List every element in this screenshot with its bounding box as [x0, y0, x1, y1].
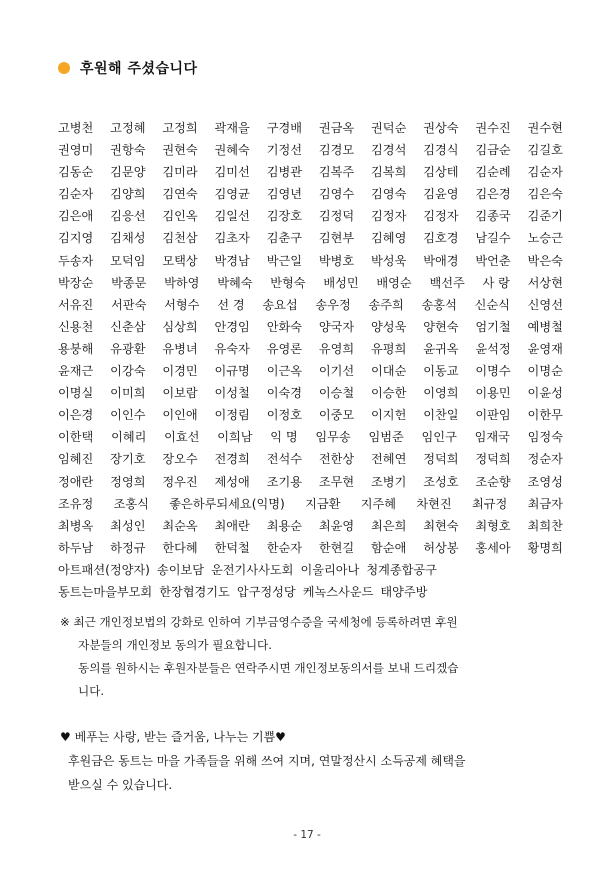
donor-row [58, 471, 563, 493]
donor-name: 김경석 [371, 143, 407, 158]
donor-name: 선 경 [217, 297, 245, 312]
donor-name: 홍세아 [475, 540, 511, 555]
notice-line-1: ※ 최근 개인정보법의 강화로 인하여 기부금영수증을 국세청에 등록하려면 후원 [60, 615, 458, 629]
donor-name: 하두남 [58, 540, 94, 555]
donor-row [58, 360, 563, 382]
donor-name: 전혜연 [371, 452, 407, 467]
donor-name: 김순자 [58, 187, 94, 202]
donor-name: 최성인 [110, 518, 146, 533]
donor-row [58, 227, 563, 249]
donor-name: 최규정 [471, 496, 508, 511]
donor-name: 유영희 [318, 341, 355, 356]
donor-name: 고병천 [58, 121, 94, 135]
donor-name: 장오수 [162, 452, 198, 467]
donor-name: 예병철 [527, 319, 563, 334]
donor-name: 이찬일 [423, 408, 459, 423]
donor-name: 김복희 [371, 165, 407, 180]
donor-name: 김정자 [371, 209, 407, 224]
donor-name: 한순자 [266, 540, 303, 555]
donor-name: 김상테 [423, 165, 459, 180]
donor-name: 이정호 [266, 408, 303, 423]
donor-name: 권영미 [58, 143, 94, 158]
donor-name: 박혜숙 [217, 275, 253, 290]
donor-name: 김순례 [475, 165, 511, 180]
donor-name: 제성애 [214, 474, 250, 489]
donor-name: 이한무 [527, 408, 563, 423]
donor-name: 백선주 [429, 275, 465, 290]
donor-name: 유영론 [266, 341, 303, 356]
donor-name: 권덕순 [371, 121, 407, 135]
donor-name: 남길수 [475, 231, 511, 246]
donor-name: 익 명 [270, 430, 298, 445]
donor-name: 이명실 [58, 386, 94, 401]
donor-name: 김정덕 [318, 209, 355, 224]
donor-name: 김경모 [318, 143, 355, 158]
closing-line-1: 후원금은 동트는 마을 가족들을 위해 쓰여 지며, 연말정산시 소득공제 혜택을 [68, 754, 466, 768]
donor-name: 용붕해 [58, 341, 94, 356]
donor-name: 이경민 [162, 364, 198, 379]
donor-name: 이용민 [475, 386, 511, 401]
donor-name: 이규명 [214, 364, 250, 379]
donor-name: 한현길 [318, 540, 355, 555]
donor-row [58, 272, 563, 294]
organization-name: 케녹스사운드 [302, 584, 374, 599]
donor-name: 이한택 [58, 430, 94, 445]
reference-mark: ※ [60, 615, 70, 629]
donor-name: 노승근 [527, 231, 563, 246]
organization-name: 한장협경기도 [159, 584, 230, 599]
donor-row [58, 426, 563, 448]
donor-name: 권현숙 [162, 143, 198, 158]
motto-line: ♥ 베푸는 사랑, 받는 즐거움, 나누는 기쁨♥ [60, 730, 286, 744]
donor-name-list [58, 117, 563, 603]
notice-line-2: 자분들의 개인정보 동의가 필요합니다. [78, 638, 272, 652]
donor-name: 배성민 [323, 275, 359, 290]
donor-name: 유평희 [371, 341, 407, 356]
donor-name: 전경희 [214, 452, 250, 467]
donor-row [58, 139, 563, 161]
donor-name: 김은애 [58, 209, 94, 224]
organization-name: 태양주방 [380, 584, 428, 599]
donor-name: 하정규 [110, 540, 146, 555]
donor-name: 김일선 [214, 209, 250, 224]
donor-name: 김종국 [475, 209, 511, 224]
organization-row [58, 559, 563, 581]
donor-name: 김영년 [266, 187, 303, 202]
donor-name: 임무송 [315, 430, 351, 445]
donor-name: 권금옥 [318, 121, 355, 135]
organization-name: 아트패션(정양자) [58, 562, 150, 577]
donor-row [58, 250, 563, 272]
section-title: 후원해 주셨습니다 [80, 61, 198, 77]
donor-name: 서형수 [164, 297, 200, 312]
donor-name: 정덕희 [475, 452, 511, 467]
donor-name: 박은숙 [527, 253, 563, 268]
donor-name: 최윤영 [318, 518, 355, 533]
donor-name: 차현진 [416, 496, 452, 511]
donor-row [58, 205, 563, 227]
donor-name: 황명희 [527, 540, 563, 555]
donor-name: 안경임 [214, 319, 250, 334]
donor-name: 김호경 [423, 231, 459, 246]
organization-row [58, 581, 563, 603]
donor-name: 김정자 [423, 209, 459, 224]
donor-name: 이지헌 [371, 408, 407, 423]
donor-name: 심상희 [162, 319, 198, 334]
donor-name: 이명순 [527, 364, 563, 379]
donor-name: 유병녀 [162, 341, 198, 356]
donor-name: 송요섭 [262, 297, 298, 312]
donor-name: 조병기 [371, 474, 407, 489]
donor-name: 김응선 [110, 209, 146, 224]
donor-name: 윤석정 [475, 341, 511, 356]
donor-name: 임정숙 [527, 430, 563, 445]
donor-name: 김금순 [475, 143, 511, 158]
donor-name: 정덕희 [423, 452, 459, 467]
donor-name: 엄기철 [475, 319, 511, 334]
donor-name: 김양희 [110, 187, 146, 202]
donor-name: 송주희 [368, 297, 404, 312]
donor-name: 지주혜 [360, 496, 397, 511]
donor-row [58, 537, 563, 559]
donor-name: 이승철 [318, 386, 355, 401]
orange-bullet-icon [58, 62, 70, 74]
donor-name: 임혜진 [58, 452, 94, 467]
donor-name: 장기호 [110, 452, 146, 467]
notice-line-3: 동의를 원하시는 후원자분들은 연락주시면 개인정보동의서를 보내 드리겠습 [78, 661, 459, 675]
donor-name: 최용순 [266, 518, 303, 533]
donor-name: 전석수 [266, 452, 303, 467]
donor-name: 김은숙 [527, 187, 563, 202]
donor-name: 양성욱 [371, 319, 407, 334]
donor-name: 이인수 [110, 408, 146, 423]
donor-name: 최순옥 [162, 518, 198, 533]
donor-name: 이희남 [217, 430, 253, 445]
donor-name: 구경배 [266, 121, 303, 135]
donor-name: 송홍석 [421, 297, 457, 312]
donor-name: 양국자 [318, 319, 355, 334]
donor-name: 기정선 [266, 143, 303, 158]
donor-name: 조무현 [318, 474, 355, 489]
donor-name: 신춘삼 [110, 319, 146, 334]
donor-name: 김춘구 [266, 231, 303, 246]
notice-line-4: 니다. [78, 684, 105, 698]
organization-name: 압구정성당 [236, 584, 296, 599]
donor-name: 신영선 [527, 297, 563, 312]
donor-name: 이인애 [162, 408, 198, 423]
donor-name: 한다혜 [162, 540, 198, 555]
donor-name: 박하영 [164, 275, 200, 290]
donor-name: 이성철 [214, 386, 250, 401]
donor-row [58, 338, 563, 360]
donor-name: 김미라 [162, 165, 198, 180]
donor-name: 조홍식 [113, 496, 149, 511]
donor-name: 최은희 [371, 518, 407, 533]
donor-name: 박종문 [111, 275, 147, 290]
donor-name: 이명수 [475, 364, 511, 379]
donor-name: 김문양 [110, 165, 146, 180]
donor-name: 최금자 [527, 496, 563, 511]
donor-name: 윤재근 [58, 364, 94, 379]
page-number: - 17 - [293, 829, 321, 841]
donor-name: 신순식 [474, 297, 510, 312]
donor-name: 김채성 [110, 231, 146, 246]
donor-name: 임인구 [421, 430, 457, 445]
donor-name: 이동교 [423, 364, 459, 379]
donor-row [58, 448, 563, 470]
donor-name: 박장순 [58, 275, 94, 290]
donor-name: 김준기 [527, 209, 563, 224]
donor-name: 김복주 [318, 165, 355, 180]
donor-name: 임재국 [474, 430, 510, 445]
donor-name: 권상숙 [423, 121, 459, 135]
donor-name: 배영순 [376, 275, 412, 290]
donor-name: 최병옥 [58, 518, 94, 533]
donor-name: 사 랑 [482, 275, 510, 290]
donor-row [58, 294, 563, 316]
donor-name: 한덕철 [214, 540, 250, 555]
donor-name: 신용천 [58, 319, 94, 334]
donor-name: 조성호 [423, 474, 459, 489]
donor-name: 이정림 [214, 408, 250, 423]
organization-name: 청계종합공구 [366, 562, 437, 577]
donor-name: 윤영재 [527, 341, 563, 356]
donor-name: 김순자 [527, 165, 563, 180]
donor-name: 모택상 [162, 253, 198, 268]
donor-row [58, 183, 563, 205]
donor-name: 이판임 [475, 408, 511, 423]
donor-name: 조유정 [58, 496, 94, 511]
donor-name: 이숙경 [266, 386, 303, 401]
donor-row [58, 493, 563, 515]
donor-name: 고정혜 [110, 121, 146, 135]
donor-name: 유숙자 [214, 341, 250, 356]
donor-name: 유광환 [110, 341, 146, 356]
organization-name: 동트는마을부모회 [58, 584, 153, 599]
donor-name: 권혜숙 [214, 143, 250, 158]
donor-name: 곽재을 [214, 121, 250, 135]
organization-name: 운전기사사도회 [211, 562, 294, 577]
closing-message [60, 725, 565, 797]
donor-name: 박근일 [266, 253, 303, 268]
donor-name: 이보람 [162, 386, 198, 401]
donor-name: 정애란 [58, 474, 94, 489]
donor-name: 이윤성 [527, 386, 563, 401]
donor-name: 조순향 [475, 474, 511, 489]
donor-name: 김초자 [214, 231, 250, 246]
donor-name: 이강숙 [110, 364, 146, 379]
donor-name: 정영희 [110, 474, 146, 489]
donor-name: 김윤영 [423, 187, 459, 202]
donor-name: 조기용 [266, 474, 303, 489]
donor-row [58, 382, 563, 404]
donor-name: 임범준 [368, 430, 404, 445]
donor-name: 이혜리 [111, 430, 147, 445]
donor-name: 모덕임 [110, 253, 146, 268]
donor-name: 김영수 [318, 187, 355, 202]
donor-name: 김천삼 [162, 231, 198, 246]
donor-row [58, 161, 563, 183]
donor-name: 서판숙 [111, 297, 147, 312]
donor-name: 함순애 [371, 540, 407, 555]
donor-name: 박애경 [423, 253, 459, 268]
donor-name: 박병호 [318, 253, 355, 268]
donor-name: 김장호 [266, 209, 303, 224]
donor-name: 이기선 [318, 364, 355, 379]
donor-name: 김영균 [214, 187, 250, 202]
donor-name: 권수현 [527, 121, 563, 135]
donor-name: 정순자 [527, 452, 563, 467]
donor-name: 김동순 [58, 165, 94, 180]
donor-name: 조영성 [527, 474, 563, 489]
donor-name: 안화숙 [266, 319, 303, 334]
closing-line-2: 받으실 수 있습니다. [68, 778, 173, 792]
donor-name: 허상봉 [423, 540, 459, 555]
donor-name: 권수진 [475, 121, 511, 135]
donor-name: 박성욱 [371, 253, 407, 268]
donor-name: 이효선 [164, 430, 200, 445]
donor-name: 김혜영 [371, 231, 407, 246]
donor-name: 이중모 [318, 408, 355, 423]
donor-name: 좋은하루되세요(익명) [169, 496, 285, 511]
donor-name: 김은경 [475, 187, 511, 202]
donor-name: 양현숙 [423, 319, 459, 334]
organization-name: 송이보담 [156, 562, 205, 577]
section-heading [58, 58, 198, 78]
donor-name: 정우진 [162, 474, 198, 489]
donor-name: 김연숙 [162, 187, 198, 202]
donor-name: 김인옥 [162, 209, 198, 224]
donor-name: 지금환 [305, 496, 341, 511]
donor-row [58, 117, 563, 139]
donor-name: 권항숙 [110, 143, 146, 158]
donor-row [58, 515, 563, 537]
donor-row [58, 404, 563, 426]
donor-name: 김병관 [266, 165, 303, 180]
donor-name: 최애란 [214, 518, 250, 533]
donor-name: 최희찬 [527, 518, 563, 533]
donor-name: 전한상 [318, 452, 355, 467]
donor-name: 최현숙 [423, 518, 459, 533]
donor-name: 윤귀옥 [423, 341, 459, 356]
donor-name: 이영희 [423, 386, 459, 401]
donor-name: 김영숙 [371, 187, 407, 202]
donor-name: 서유진 [58, 297, 94, 312]
donor-name: 박언춘 [475, 253, 511, 268]
donor-name: 김미선 [214, 165, 250, 180]
donor-name: 최형호 [475, 518, 511, 533]
donor-name: 이승한 [371, 386, 407, 401]
donor-name: 서상현 [527, 275, 563, 290]
donor-name: 반형숙 [270, 275, 306, 290]
donor-row [58, 316, 563, 338]
organization-name: 이울리아나 [300, 562, 360, 577]
donor-name: 송우정 [315, 297, 351, 312]
donor-name: 이은경 [58, 408, 94, 423]
donor-name: 이근옥 [266, 364, 303, 379]
donor-name: 이대순 [371, 364, 407, 379]
donor-name: 고정희 [162, 121, 198, 135]
donor-name: 두송자 [58, 253, 94, 268]
donor-name: 이미희 [110, 386, 146, 401]
donor-name: 김경식 [423, 143, 459, 158]
donor-name: 김지영 [58, 231, 94, 246]
privacy-notice [60, 611, 565, 703]
donor-name: 박경남 [214, 253, 250, 268]
donor-name: 김현부 [318, 231, 355, 246]
donor-name: 김길호 [527, 143, 563, 158]
